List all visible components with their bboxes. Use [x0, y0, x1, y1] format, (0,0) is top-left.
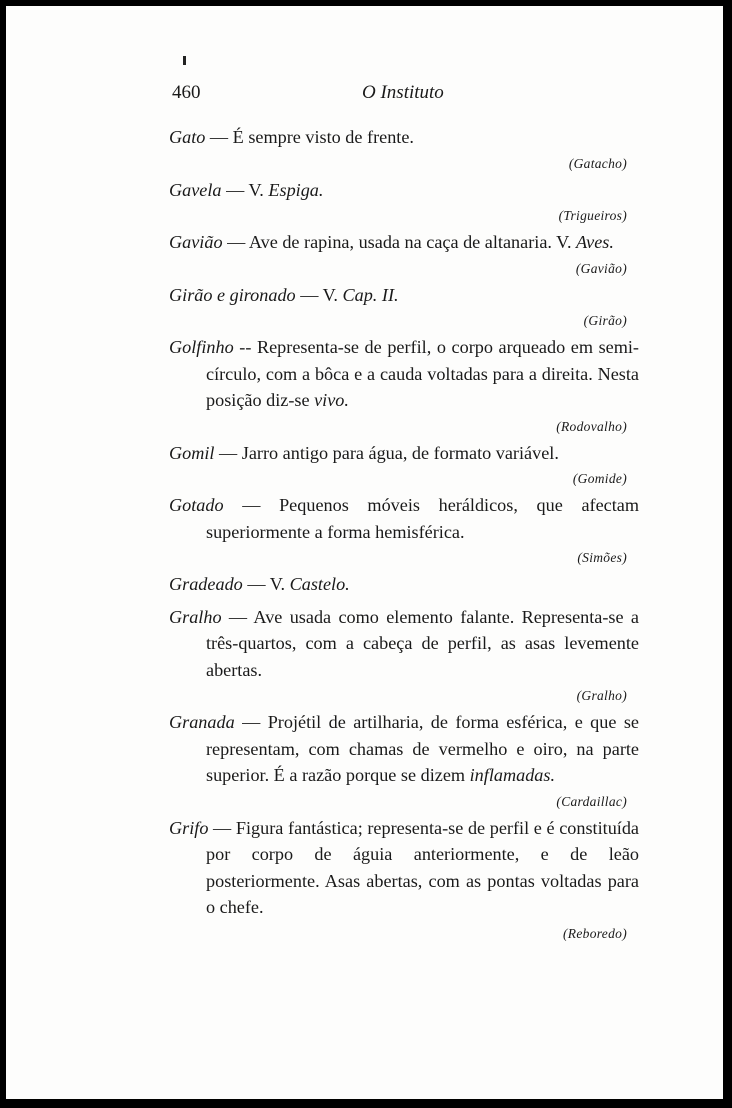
entry-cross-reference: vivo.: [314, 390, 349, 410]
entry-definition: [169, 124, 639, 151]
glossary-entry: [169, 440, 639, 489]
entry-text: V.: [248, 179, 269, 200]
entry-source: (Gatacho): [568, 155, 627, 171]
entry-dash: —: [214, 442, 242, 463]
page-header: [172, 82, 638, 106]
page-number: 460: [172, 82, 201, 103]
entry-text: Figura fantástica; representa-se de perfil e é constituída por corpo de águia anteriormente, e de leão posteriormente. Asas abertas, com as pontas voltadas para o chefe.: [206, 817, 640, 917]
entry-dash: —: [234, 712, 268, 732]
entry-cross-reference: Castelo.: [289, 574, 350, 594]
glossary-entry: [169, 229, 639, 278]
entry-dash: --: [233, 337, 257, 357]
glossary-entry: [169, 124, 639, 173]
entry-definition: [169, 282, 639, 309]
glossary-entry: [169, 571, 639, 604]
entry-term: Gavião: [169, 232, 223, 252]
entry-term: Golfinho: [169, 337, 234, 357]
entry-text: Ave usada como elemento falante. Representa-se a três-quartos, com a cabeça de perfil, as asas levemente abertas.: [206, 606, 639, 680]
entry-dash: —: [208, 817, 236, 838]
entry-dash: —: [205, 127, 233, 147]
entry-source: (Rodovalho): [556, 418, 627, 434]
entry-cross-reference: Espiga.: [268, 179, 324, 200]
entry-text: Pequenos móveis heráldicos, que afectam superiormente a forma hemisférica.: [206, 495, 640, 542]
entry-source: (Gralho): [576, 688, 627, 703]
entry-definition: [169, 709, 639, 789]
entry-text: V.: [322, 284, 343, 305]
entry-term: Grifo: [169, 817, 209, 838]
glossary-entry: [169, 815, 639, 943]
entry-definition: [169, 571, 639, 598]
entry-term: Gomil: [169, 442, 215, 463]
entry-definition: [169, 815, 639, 921]
running-title: O Instituto: [362, 82, 444, 103]
entry-term: Gralho: [169, 606, 222, 627]
entry-dash: —: [221, 179, 249, 200]
entry-dash: —: [223, 495, 280, 515]
entry-text: Jarro antigo para água, de formato variável.: [241, 442, 559, 463]
glossary-entries: [169, 124, 639, 947]
entry-source: (Trigueiros): [558, 208, 627, 223]
entry-term: Gato: [169, 127, 206, 147]
glossary-entry: [169, 709, 639, 811]
entry-cross-reference: inflamadas.: [469, 765, 556, 785]
entry-source: (Gomide): [572, 471, 627, 486]
entry-definition: [169, 440, 639, 467]
entry-definition: [169, 334, 639, 414]
entry-cross-reference: Cap. II.: [342, 284, 399, 305]
entry-source: (Girão): [583, 313, 627, 328]
entry-definition: [169, 492, 639, 545]
entry-definition: [169, 604, 639, 684]
margin-mark: [183, 56, 186, 65]
entry-source: (Cardaillac): [556, 793, 627, 809]
entry-dash: —: [242, 574, 270, 594]
glossary-entry: [169, 282, 639, 331]
entry-text: É sempre visto de frente.: [232, 127, 414, 147]
entry-term: Girão e gironado: [169, 284, 296, 305]
entry-definition: [169, 177, 639, 204]
entry-text: Representa-se de perfil, o corpo arqueado em semi-círculo, com a bôca e a cauda voltadas para a direita. Nesta posição diz-se: [206, 337, 639, 410]
entry-definition: [169, 229, 639, 256]
entry-term: Gradeado: [169, 574, 243, 594]
entry-dash: —: [222, 232, 249, 252]
glossary-entry: [169, 334, 639, 436]
entry-term: Gotado: [169, 495, 224, 515]
entry-term: Granada: [169, 712, 235, 732]
entry-dash: —: [221, 606, 254, 627]
entry-source: (Simões): [577, 550, 627, 565]
glossary-entry: [169, 604, 639, 706]
glossary-entry: [169, 492, 639, 567]
entry-source: (Gavião): [575, 260, 627, 276]
entry-text: Projétil de artilharia, de forma esférica, e que se representam, com chamas de vermelho e oiro, na parte superior. É a razão porque se dizem: [206, 712, 639, 785]
entry-source: (Reboredo): [563, 925, 627, 941]
entry-term: Gavela: [169, 179, 222, 200]
entry-text: V.: [269, 574, 290, 594]
entry-cross-reference: Aves.: [576, 232, 614, 252]
entry-text: Ave de rapina, usada na caça de altanaria. V.: [248, 232, 577, 252]
entry-dash: —: [295, 284, 323, 305]
glossary-entry: [169, 177, 639, 226]
